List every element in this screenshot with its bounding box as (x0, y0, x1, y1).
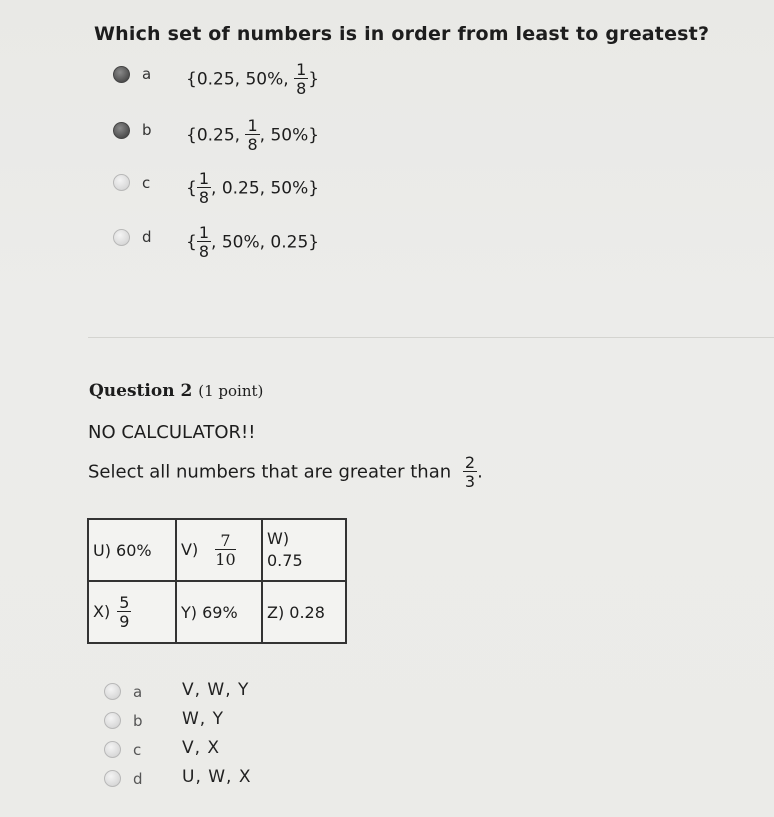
question-1-prompt: Which set of numbers is in order from least to greatest? (94, 23, 710, 45)
q1-option-d-radio[interactable] (113, 229, 130, 246)
question-2-header (89, 381, 263, 401)
q1-option-b-radio[interactable] (113, 122, 130, 139)
question-2-prompt: Select all numbers that are greater than $\frac{2}{3}$ . (88, 453, 483, 491)
fraction: $\frac{1}{8}$ (198, 169, 210, 207)
q2-option-c-text[interactable]: V, X (182, 738, 221, 758)
q1-option-b-letter: b (142, 121, 152, 139)
q2-option-a-radio[interactable] (104, 683, 121, 700)
table-cell-x: X) $\frac{5}{9}$ (88, 581, 176, 643)
section-divider (88, 337, 774, 338)
fraction: $\frac{1}{8}$ (198, 223, 210, 261)
q2-option-b-text[interactable]: W, Y (182, 709, 225, 729)
q1-option-a-radio[interactable] (113, 66, 130, 83)
fraction-seven-tenths: $\frac{7}{10}$ (215, 530, 236, 569)
q1-option-a-text[interactable]: {0.25, 50%, $\frac{1}{8}$ } (186, 60, 320, 98)
question-2-title: Question 2 (89, 381, 193, 401)
table-cell-u: U) 60% (88, 519, 176, 581)
q2-option-a-letter: a (133, 683, 143, 701)
q1-option-a-letter: a (142, 65, 152, 83)
number-table (87, 518, 347, 644)
q1-option-d-text[interactable]: { $\frac{1}{8}$ , 50%, 0.25} (186, 223, 320, 261)
fraction: $\frac{1}{8}$ (296, 60, 307, 98)
table-cell-v: V) $\frac{7}{10}$ (176, 519, 262, 581)
q1-option-c-letter: c (142, 174, 151, 192)
fraction: $\frac{1}{8}$ (247, 116, 258, 154)
fraction-five-ninths: $\frac{5}{9}$ (119, 592, 130, 631)
q1-option-d-letter: d (142, 228, 152, 246)
q2-option-d-text[interactable]: U, W, X (182, 767, 252, 787)
q2-option-b-radio[interactable] (104, 712, 121, 729)
q2-option-b-letter: b (133, 712, 143, 730)
q1-option-c-radio[interactable] (113, 174, 130, 191)
question-2-points: (1 point) (198, 382, 264, 400)
q2-option-a-text[interactable]: V, W, Y (182, 680, 250, 700)
q2-option-d-letter: d (133, 770, 143, 788)
table-cell-w: W) 0.75 (262, 519, 346, 581)
q2-option-c-radio[interactable] (104, 741, 121, 758)
fraction-two-thirds: $\frac{2}{3}$ (464, 453, 476, 491)
q1-option-c-text[interactable]: { $\frac{1}{8}$ , 0.25, 50%} (186, 169, 320, 207)
table-cell-z: Z) 0.28 (262, 581, 346, 643)
table-cell-y: Y) 69% (176, 581, 262, 643)
q2-option-d-radio[interactable] (104, 770, 121, 787)
q2-option-c-letter: c (133, 741, 142, 759)
no-calculator-note: NO CALCULATOR!! (88, 422, 256, 443)
q1-option-b-text[interactable]: {0.25, $\frac{1}{8}$ , 50%} (186, 116, 320, 154)
